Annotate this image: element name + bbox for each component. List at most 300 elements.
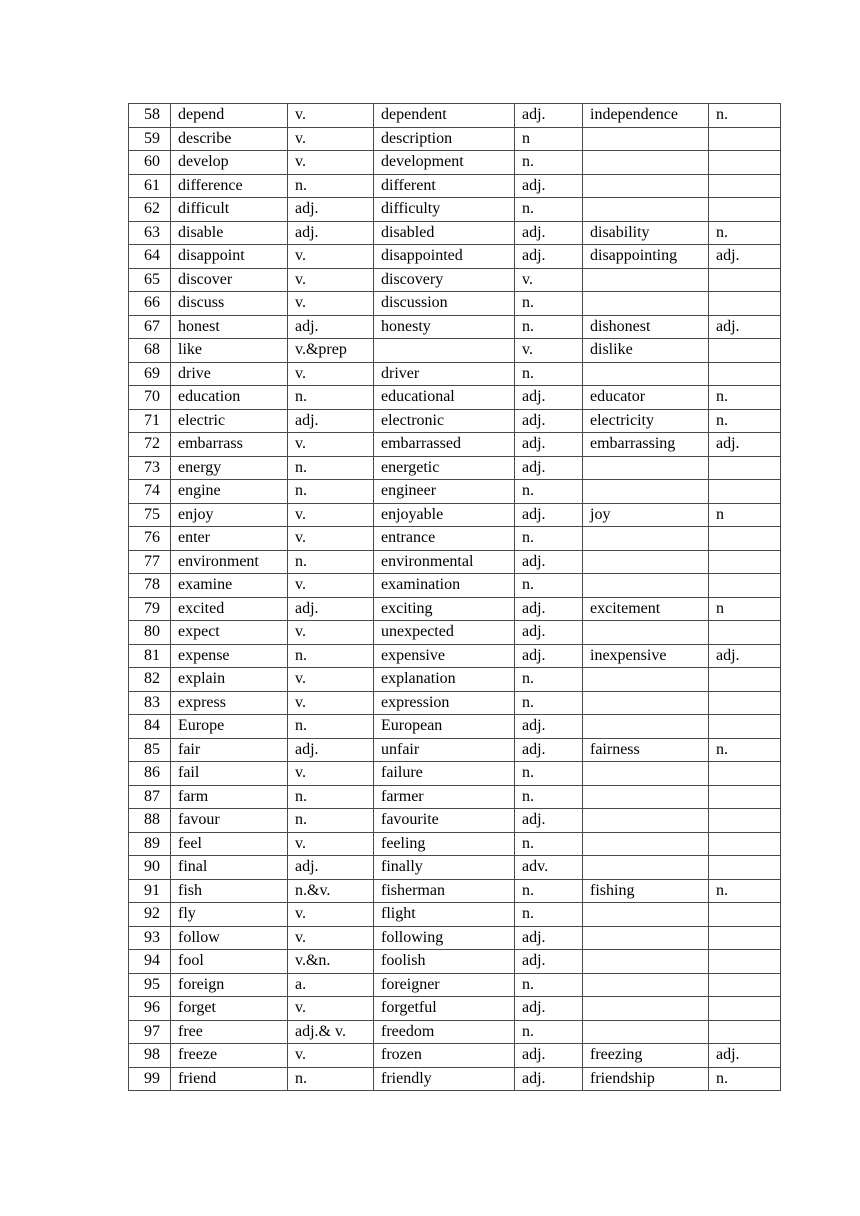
derived-pos-2-cell [709, 480, 781, 504]
base-word-cell: enter [171, 527, 288, 551]
derived-pos-1-cell: adj. [515, 809, 583, 833]
row-number-cell: 59 [129, 127, 171, 151]
derived-pos-1-cell: n. [515, 1020, 583, 1044]
word-forms-table [128, 103, 781, 1091]
row-number-cell: 58 [129, 104, 171, 128]
table-row [129, 809, 781, 833]
derived-pos-2-cell [709, 339, 781, 363]
derived-word-1-cell: forgetful [374, 997, 515, 1021]
row-number-cell: 91 [129, 879, 171, 903]
derived-pos-2-cell: n [709, 503, 781, 527]
derived-pos-2-cell: n. [709, 1067, 781, 1091]
base-pos-cell: n. [288, 715, 374, 739]
derived-pos-2-cell [709, 456, 781, 480]
derived-word-1-cell: educational [374, 386, 515, 410]
row-number-cell: 98 [129, 1044, 171, 1068]
base-word-cell: follow [171, 926, 288, 950]
base-pos-cell: v. [288, 151, 374, 175]
derived-word-2-cell [583, 973, 709, 997]
base-word-cell: freeze [171, 1044, 288, 1068]
derived-word-2-cell: dishonest [583, 315, 709, 339]
base-word-cell: feel [171, 832, 288, 856]
table-row [129, 174, 781, 198]
row-number-cell: 62 [129, 198, 171, 222]
derived-pos-1-cell: n. [515, 292, 583, 316]
derived-word-1-cell: following [374, 926, 515, 950]
derived-word-1-cell: dependent [374, 104, 515, 128]
derived-word-2-cell: joy [583, 503, 709, 527]
derived-pos-1-cell: n. [515, 879, 583, 903]
derived-pos-2-cell [709, 785, 781, 809]
derived-pos-2-cell: n. [709, 221, 781, 245]
derived-word-2-cell [583, 292, 709, 316]
derived-pos-2-cell [709, 715, 781, 739]
derived-pos-2-cell: adj. [709, 1044, 781, 1068]
base-word-cell: discuss [171, 292, 288, 316]
derived-word-1-cell: flight [374, 903, 515, 927]
row-number-cell: 66 [129, 292, 171, 316]
table-row [129, 245, 781, 269]
derived-pos-1-cell: adj. [515, 926, 583, 950]
base-word-cell: fool [171, 950, 288, 974]
row-number-cell: 68 [129, 339, 171, 363]
row-number-cell: 95 [129, 973, 171, 997]
base-pos-cell: n. [288, 174, 374, 198]
derived-word-1-cell: embarrassed [374, 433, 515, 457]
row-number-cell: 86 [129, 762, 171, 786]
row-number-cell: 89 [129, 832, 171, 856]
derived-pos-1-cell: adj. [515, 715, 583, 739]
base-pos-cell: adj. [288, 856, 374, 880]
table-row [129, 879, 781, 903]
table-row [129, 550, 781, 574]
base-word-cell: favour [171, 809, 288, 833]
derived-word-1-cell: description [374, 127, 515, 151]
derived-pos-1-cell: n. [515, 762, 583, 786]
base-word-cell: farm [171, 785, 288, 809]
derived-pos-2-cell [709, 903, 781, 927]
base-word-cell: free [171, 1020, 288, 1044]
base-pos-cell: v. [288, 621, 374, 645]
derived-word-1-cell: frozen [374, 1044, 515, 1068]
table-row [129, 527, 781, 551]
base-word-cell: like [171, 339, 288, 363]
derived-word-1-cell: failure [374, 762, 515, 786]
base-pos-cell: v. [288, 527, 374, 551]
derived-pos-1-cell: adj. [515, 409, 583, 433]
table-row [129, 691, 781, 715]
derived-pos-2-cell: n. [709, 104, 781, 128]
derived-pos-2-cell [709, 292, 781, 316]
base-word-cell: express [171, 691, 288, 715]
derived-pos-2-cell [709, 973, 781, 997]
base-word-cell: describe [171, 127, 288, 151]
table-row [129, 1020, 781, 1044]
table-row [129, 621, 781, 645]
derived-word-2-cell: disappointing [583, 245, 709, 269]
base-pos-cell: n. [288, 386, 374, 410]
derived-pos-2-cell: adj. [709, 245, 781, 269]
row-number-cell: 90 [129, 856, 171, 880]
derived-pos-1-cell: adv. [515, 856, 583, 880]
base-word-cell: develop [171, 151, 288, 175]
row-number-cell: 71 [129, 409, 171, 433]
derived-word-2-cell: fairness [583, 738, 709, 762]
derived-word-1-cell: fisherman [374, 879, 515, 903]
derived-pos-2-cell [709, 997, 781, 1021]
row-number-cell: 64 [129, 245, 171, 269]
table-row [129, 409, 781, 433]
base-word-cell: final [171, 856, 288, 880]
derived-word-1-cell: exciting [374, 597, 515, 621]
table-body [129, 104, 781, 1091]
derived-word-1-cell: unfair [374, 738, 515, 762]
derived-pos-1-cell: adj. [515, 997, 583, 1021]
base-pos-cell: n. [288, 456, 374, 480]
derived-word-1-cell: different [374, 174, 515, 198]
table-row [129, 785, 781, 809]
base-word-cell: honest [171, 315, 288, 339]
table-row [129, 973, 781, 997]
row-number-cell: 72 [129, 433, 171, 457]
derived-word-2-cell [583, 1020, 709, 1044]
base-pos-cell: v. [288, 903, 374, 927]
derived-word-1-cell: discussion [374, 292, 515, 316]
derived-pos-1-cell: n. [515, 315, 583, 339]
base-word-cell: explain [171, 668, 288, 692]
derived-word-1-cell: engineer [374, 480, 515, 504]
base-pos-cell: v. [288, 574, 374, 598]
derived-word-1-cell: foreigner [374, 973, 515, 997]
derived-word-1-cell: expensive [374, 644, 515, 668]
base-pos-cell: v. [288, 127, 374, 151]
base-pos-cell: n. [288, 809, 374, 833]
derived-word-1-cell: foolish [374, 950, 515, 974]
derived-word-2-cell: inexpensive [583, 644, 709, 668]
base-word-cell: Europe [171, 715, 288, 739]
row-number-cell: 76 [129, 527, 171, 551]
table-row [129, 198, 781, 222]
base-word-cell: friend [171, 1067, 288, 1091]
row-number-cell: 61 [129, 174, 171, 198]
derived-word-2-cell: excitement [583, 597, 709, 621]
derived-word-2-cell [583, 691, 709, 715]
derived-word-2-cell [583, 362, 709, 386]
derived-pos-2-cell [709, 856, 781, 880]
derived-pos-2-cell [709, 174, 781, 198]
row-number-cell: 60 [129, 151, 171, 175]
derived-word-2-cell: independence [583, 104, 709, 128]
base-word-cell: excited [171, 597, 288, 621]
base-pos-cell: n. [288, 550, 374, 574]
derived-word-1-cell: enjoyable [374, 503, 515, 527]
row-number-cell: 79 [129, 597, 171, 621]
base-pos-cell: adj. [288, 221, 374, 245]
table-row [129, 1067, 781, 1091]
derived-word-1-cell: European [374, 715, 515, 739]
base-word-cell: forget [171, 997, 288, 1021]
derived-word-2-cell [583, 174, 709, 198]
table-row [129, 926, 781, 950]
derived-word-2-cell [583, 762, 709, 786]
derived-word-1-cell: expression [374, 691, 515, 715]
base-pos-cell: v. [288, 268, 374, 292]
row-number-cell: 67 [129, 315, 171, 339]
base-pos-cell: v. [288, 292, 374, 316]
derived-pos-1-cell: adj. [515, 1044, 583, 1068]
base-pos-cell: v. [288, 668, 374, 692]
base-word-cell: expense [171, 644, 288, 668]
row-number-cell: 77 [129, 550, 171, 574]
row-number-cell: 84 [129, 715, 171, 739]
base-pos-cell: v. [288, 245, 374, 269]
derived-word-2-cell [583, 574, 709, 598]
derived-pos-2-cell [709, 127, 781, 151]
derived-pos-1-cell: n. [515, 903, 583, 927]
base-pos-cell: v. [288, 832, 374, 856]
derived-pos-1-cell: adj. [515, 597, 583, 621]
table-row [129, 315, 781, 339]
derived-word-1-cell: freedom [374, 1020, 515, 1044]
table-row [129, 503, 781, 527]
derived-pos-1-cell: adj. [515, 644, 583, 668]
table-row [129, 127, 781, 151]
base-pos-cell: v. [288, 1044, 374, 1068]
derived-word-2-cell [583, 856, 709, 880]
derived-pos-1-cell: adj. [515, 738, 583, 762]
derived-word-2-cell: freezing [583, 1044, 709, 1068]
derived-pos-2-cell: n. [709, 409, 781, 433]
base-word-cell: fail [171, 762, 288, 786]
base-word-cell: expect [171, 621, 288, 645]
derived-word-2-cell [583, 198, 709, 222]
table-row [129, 832, 781, 856]
derived-word-2-cell: disability [583, 221, 709, 245]
derived-pos-2-cell: n [709, 597, 781, 621]
derived-word-1-cell: disappointed [374, 245, 515, 269]
table-row [129, 597, 781, 621]
derived-pos-1-cell: adj. [515, 433, 583, 457]
derived-word-2-cell [583, 456, 709, 480]
table-row [129, 997, 781, 1021]
row-number-cell: 73 [129, 456, 171, 480]
base-word-cell: engine [171, 480, 288, 504]
base-pos-cell: adj.& v. [288, 1020, 374, 1044]
table-row [129, 1044, 781, 1068]
derived-pos-1-cell: adj. [515, 550, 583, 574]
base-word-cell: foreign [171, 973, 288, 997]
table-row [129, 268, 781, 292]
base-word-cell: fish [171, 879, 288, 903]
derived-word-2-cell [583, 785, 709, 809]
derived-word-2-cell: dislike [583, 339, 709, 363]
row-number-cell: 74 [129, 480, 171, 504]
base-word-cell: examine [171, 574, 288, 598]
derived-word-2-cell: embarrassing [583, 433, 709, 457]
table-row [129, 221, 781, 245]
derived-pos-1-cell: adj. [515, 456, 583, 480]
derived-pos-1-cell: adj. [515, 174, 583, 198]
row-number-cell: 83 [129, 691, 171, 715]
derived-pos-1-cell: n. [515, 480, 583, 504]
derived-word-2-cell [583, 127, 709, 151]
row-number-cell: 97 [129, 1020, 171, 1044]
row-number-cell: 85 [129, 738, 171, 762]
derived-word-1-cell: feeling [374, 832, 515, 856]
table-row [129, 574, 781, 598]
derived-word-1-cell: examination [374, 574, 515, 598]
derived-pos-2-cell [709, 950, 781, 974]
derived-word-1-cell: honesty [374, 315, 515, 339]
derived-pos-1-cell: v. [515, 339, 583, 363]
base-word-cell: difference [171, 174, 288, 198]
derived-pos-2-cell [709, 550, 781, 574]
derived-pos-1-cell: n. [515, 574, 583, 598]
derived-word-2-cell [583, 832, 709, 856]
derived-pos-1-cell: adj. [515, 503, 583, 527]
derived-pos-2-cell [709, 574, 781, 598]
base-word-cell: depend [171, 104, 288, 128]
derived-pos-2-cell [709, 1020, 781, 1044]
derived-pos-2-cell [709, 926, 781, 950]
derived-word-1-cell: difficulty [374, 198, 515, 222]
table-row [129, 738, 781, 762]
base-pos-cell: v. [288, 362, 374, 386]
derived-pos-1-cell: n. [515, 785, 583, 809]
derived-pos-1-cell: n. [515, 832, 583, 856]
derived-pos-1-cell: n. [515, 691, 583, 715]
base-pos-cell: adj. [288, 597, 374, 621]
derived-word-2-cell [583, 268, 709, 292]
table-row [129, 903, 781, 927]
base-pos-cell: adj. [288, 738, 374, 762]
base-pos-cell: n.&v. [288, 879, 374, 903]
derived-pos-1-cell: n. [515, 151, 583, 175]
table-row [129, 339, 781, 363]
derived-pos-2-cell [709, 621, 781, 645]
row-number-cell: 82 [129, 668, 171, 692]
base-word-cell: disable [171, 221, 288, 245]
derived-word-2-cell [583, 809, 709, 833]
derived-pos-1-cell: adj. [515, 950, 583, 974]
base-word-cell: energy [171, 456, 288, 480]
base-pos-cell: n. [288, 785, 374, 809]
base-word-cell: fly [171, 903, 288, 927]
derived-word-1-cell: discovery [374, 268, 515, 292]
base-pos-cell: v. [288, 691, 374, 715]
table-row [129, 644, 781, 668]
derived-word-1-cell: environmental [374, 550, 515, 574]
derived-word-1-cell: farmer [374, 785, 515, 809]
derived-pos-1-cell: adj. [515, 221, 583, 245]
base-word-cell: enjoy [171, 503, 288, 527]
table-row [129, 104, 781, 128]
base-pos-cell: a. [288, 973, 374, 997]
derived-word-1-cell: unexpected [374, 621, 515, 645]
base-word-cell: disappoint [171, 245, 288, 269]
derived-word-2-cell [583, 151, 709, 175]
row-number-cell: 92 [129, 903, 171, 927]
derived-word-1-cell: explanation [374, 668, 515, 692]
derived-word-1-cell: development [374, 151, 515, 175]
row-number-cell: 69 [129, 362, 171, 386]
derived-pos-2-cell [709, 527, 781, 551]
row-number-cell: 70 [129, 386, 171, 410]
row-number-cell: 88 [129, 809, 171, 833]
base-pos-cell: adj. [288, 409, 374, 433]
derived-word-1-cell: entrance [374, 527, 515, 551]
table-row [129, 433, 781, 457]
base-pos-cell: v. [288, 503, 374, 527]
derived-word-2-cell [583, 480, 709, 504]
derived-word-2-cell [583, 668, 709, 692]
derived-pos-1-cell: n. [515, 668, 583, 692]
derived-pos-1-cell: n. [515, 973, 583, 997]
derived-pos-1-cell: n. [515, 362, 583, 386]
derived-word-2-cell [583, 715, 709, 739]
base-word-cell: fair [171, 738, 288, 762]
base-pos-cell: v.&prep [288, 339, 374, 363]
row-number-cell: 99 [129, 1067, 171, 1091]
derived-pos-1-cell: v. [515, 268, 583, 292]
base-word-cell: embarrass [171, 433, 288, 457]
base-pos-cell: v. [288, 997, 374, 1021]
base-pos-cell: v. [288, 926, 374, 950]
table-row [129, 668, 781, 692]
derived-pos-1-cell: adj. [515, 245, 583, 269]
derived-pos-2-cell [709, 809, 781, 833]
derived-word-2-cell [583, 550, 709, 574]
table-row [129, 151, 781, 175]
base-pos-cell: v. [288, 433, 374, 457]
derived-pos-1-cell: adj. [515, 386, 583, 410]
base-pos-cell: v. [288, 762, 374, 786]
derived-word-1-cell: favourite [374, 809, 515, 833]
table-row [129, 950, 781, 974]
derived-pos-2-cell: adj. [709, 433, 781, 457]
derived-word-2-cell [583, 997, 709, 1021]
derived-word-1-cell [374, 339, 515, 363]
base-word-cell: electric [171, 409, 288, 433]
derived-pos-1-cell: n [515, 127, 583, 151]
base-word-cell: difficult [171, 198, 288, 222]
derived-pos-2-cell: n. [709, 386, 781, 410]
table-row [129, 715, 781, 739]
derived-pos-2-cell [709, 832, 781, 856]
base-pos-cell: n. [288, 1067, 374, 1091]
derived-pos-2-cell: n. [709, 738, 781, 762]
derived-word-1-cell: electronic [374, 409, 515, 433]
base-pos-cell: n. [288, 480, 374, 504]
derived-word-2-cell: friendship [583, 1067, 709, 1091]
derived-pos-1-cell: n. [515, 527, 583, 551]
derived-pos-2-cell [709, 198, 781, 222]
derived-word-2-cell: electricity [583, 409, 709, 433]
table-row [129, 292, 781, 316]
table-row [129, 762, 781, 786]
base-pos-cell: n. [288, 644, 374, 668]
row-number-cell: 81 [129, 644, 171, 668]
derived-word-2-cell: educator [583, 386, 709, 410]
table-row [129, 362, 781, 386]
derived-word-1-cell: energetic [374, 456, 515, 480]
base-word-cell: environment [171, 550, 288, 574]
derived-pos-2-cell [709, 668, 781, 692]
derived-word-2-cell [583, 926, 709, 950]
row-number-cell: 78 [129, 574, 171, 598]
base-word-cell: discover [171, 268, 288, 292]
derived-pos-2-cell [709, 362, 781, 386]
